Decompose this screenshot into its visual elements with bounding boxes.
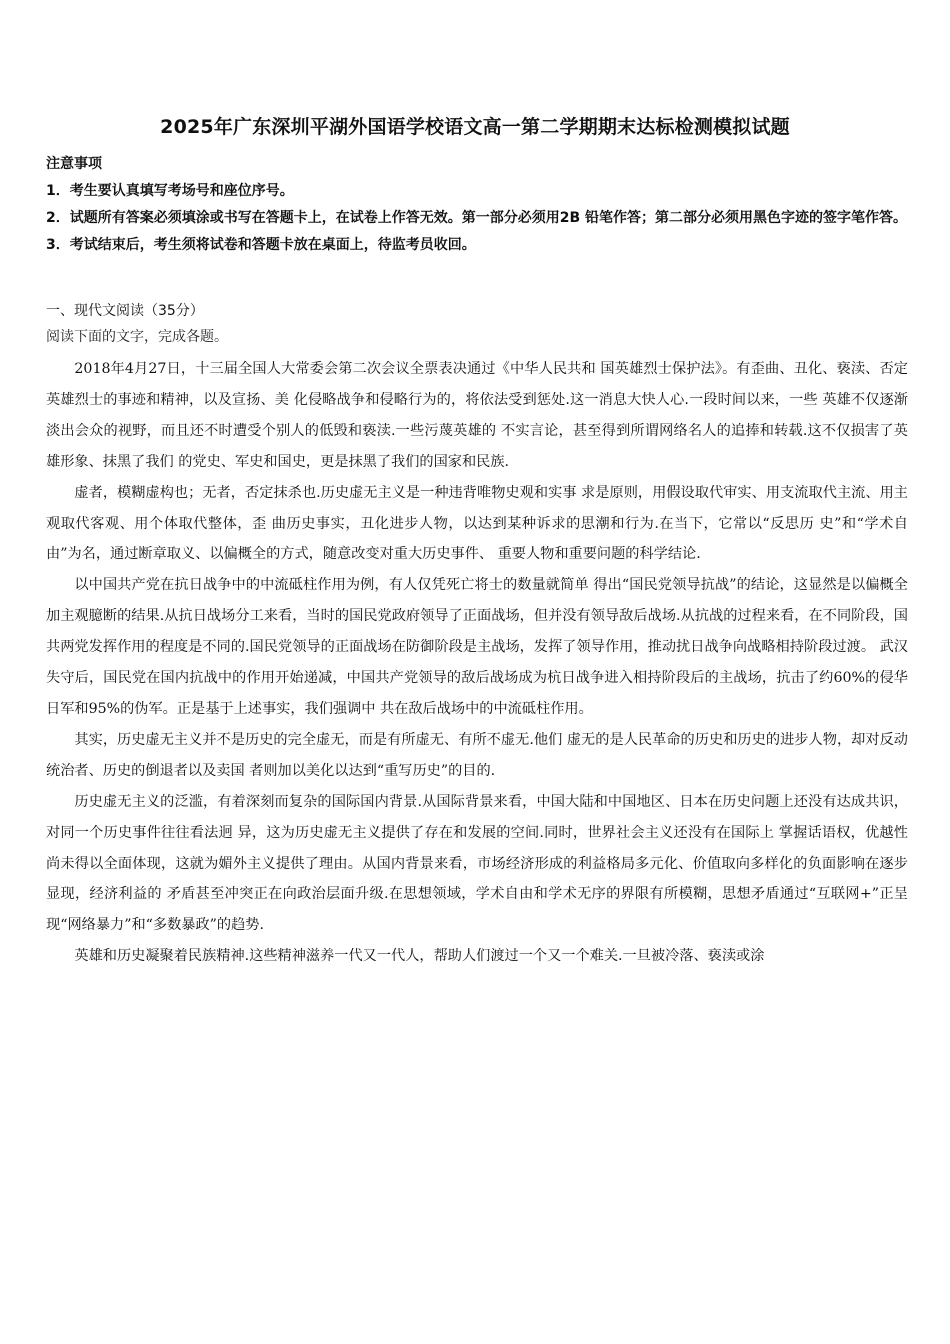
notes-item-1: 1．考生要认真填写考场号和座位序号。 (46, 183, 294, 199)
paragraph-4: 其实，历史虚无主义并不是历史的完全虚无，而是有所虚无、有所不虚无.他们 虚无的是人民革命的历史和历史的进步人物，却对反动统治者、历史的倒退者以及卖国 者则加以美化以达到“重写历史”的目的. (46, 731, 908, 779)
section-heading: 一、现代文阅读（35分） (46, 303, 204, 319)
notes-block (46, 151, 908, 259)
paragraph-5: 历史虚无主义的泛滥，有着深刻而复杂的国际国内背景.从国际背景来看，中国大陆和中国地区、日本在历史问题上还没有达成共识，对同一个历史事件往往看法迥 异，这为历史虚无主义提供了存在和发展的空间.同时，世界社会主义还没有在国际上 掌握话语权，优越性尚未得以全面体现，这就为媚外主义提供了理由。从国内背景来看，市场经济形成的利益格局多元化、价值取向多样化的负面影响在逐步显现，经济利益的 矛盾甚至冲突正在向政治层面升级.在思想领域，学术自由和学术无序的界限有所模糊，思想矛盾通过“互联网+”正呈现“网络暴力”和“多数暴政”的趋势. (46, 793, 908, 934)
reading-passage (46, 354, 908, 972)
notes-item-2: 2．试题所有答案必须填涂或书写在答题卡上，在试卷上作答无效。第一部分必须用2B 铅笔作答；第二部分必须用黑色字迹的签字笔作答。 (46, 210, 908, 226)
notes-item-3: 3．考试结束后，考生须将试卷和答题卡放在桌面上，待监考员收回。 (46, 237, 476, 253)
page-title: 2025年广东深圳平湖外国语学校语文高一第二学期期末达标检测模拟试题 (160, 116, 790, 138)
paragraph-3: 以中国共产党在抗日战争中的中流砥柱作用为例，有人仅凭死亡将士的数量就简单 得出“国民党领导抗战”的结论，这显然是以偏概全加主观臆断的结果.从抗日战场分工来看，当时的国民党政府领导了正面战场，但并没有领导敌后战场.从抗战的过程来看，在不同阶段，国共两党发挥作用的程度是不同的.国民党领导的正面战场在防御阶段是主战场，发挥了领导作用，推动扰日战争向战略相持阶段过渡。 武汉失守后，国民党在国内抗战中的作用开始递减，中国共产党领导的敌后战场成为杭日战争进入相持阶段后的主战场，抗击了约60%的侵华日军和95%的伪军。正是基于上述事实，我们强调中 共在敌后战场中的中流砥柱作用。 (46, 577, 908, 717)
paragraph-2: 虚者，模糊虚构也；无者，否定抹杀也.历史虚无主义是一种违背唯物史观和实事 求是原则，用假设取代审实、用支流取代主流、用主观取代客观、用个体取代整体，歪 曲历史事实，丑化进步人物，以达到某种诉求的思潮和行为.在当下，它常以“反思历 史”和“学术自由”为名，通过断章取义、以偏概全的方式，随意改变对重大历史事件、 重要人物和重要问题的科学结论. (46, 484, 908, 563)
paragraph-1: 2018年4月27日，十三届全国人大常委会第二次会议全票表决通过《中华人民共和 国英雄烈士保护法》。有歪曲、丑化、亵渎、否定英雄烈士的事迹和精神，以及宣扬、美 化侵略战争和侵略行为的，将依法受到惩处.这一消息大快人心.一段时间以来，一些 英雄不仅逐渐淡出会众的视野，而且还不时遭受个别人的低毁和亵渎.一些污蔑英雄的 不实言论，甚至得到所谓网络名人的追捧和转载.这不仅损害了英雄形象、抹黑了我们 的党史、军史和国史，更是抹黑了我们的国家和民族. (46, 361, 908, 470)
notes-heading: 注意事项 (46, 156, 102, 172)
section-instruction: 阅读下面的文字，完成各题。 (46, 329, 228, 345)
paragraph-6: 英雄和历史凝聚着民族精神.这些精神滋养一代又一代人，帮助人们渡过一个又一个难关.一旦被冷落、亵渎或涂 (74, 948, 765, 965)
section-header (46, 298, 908, 350)
